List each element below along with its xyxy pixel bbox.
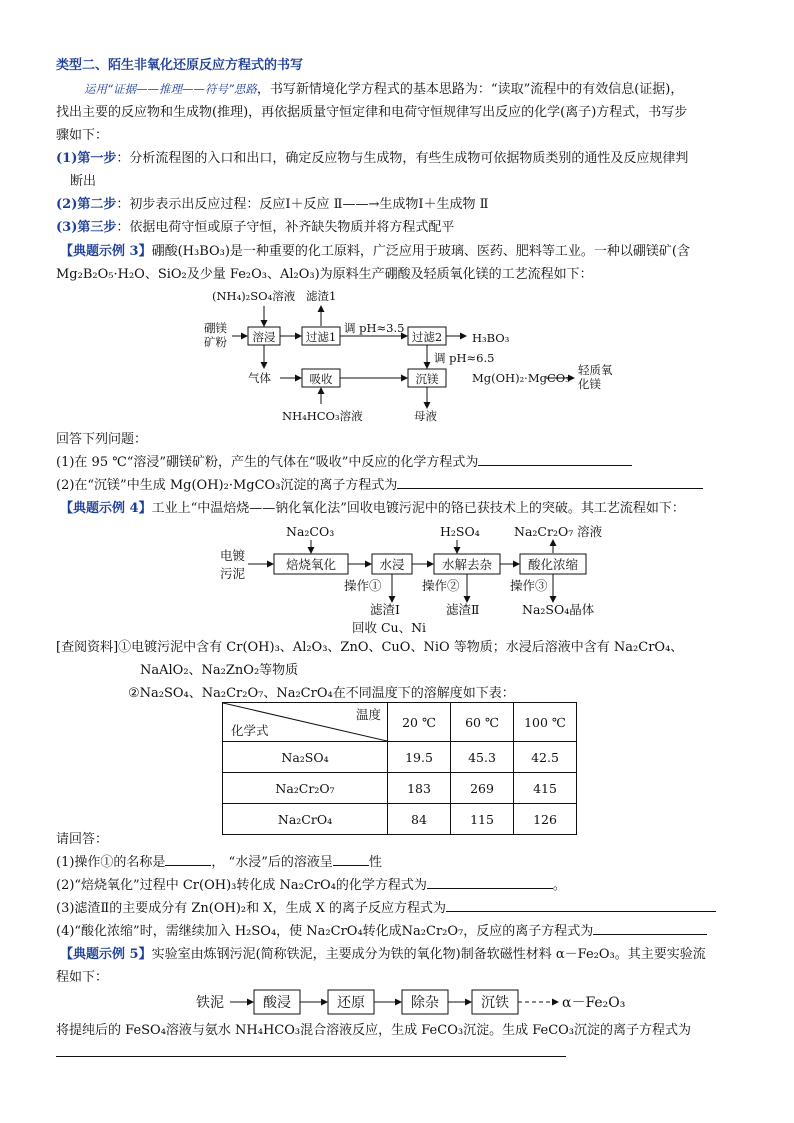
step-2-num: (2) [56,197,78,212]
table-header-20: 20 ℃ [388,703,451,742]
flow3-box-filter-2-label: 过滤2 [411,330,443,344]
flow4-op-2: 操作② [422,578,460,593]
example4-text-1: 工业上“中温焙烧——钠化氧化法”回收电镀污泥中的铬已获技术上的突破。其工艺流程如下： [151,501,685,516]
flow3-ore-1: 硼镁 [204,321,227,335]
flow3-ph-2: 调 pH≈6.5 [434,351,495,365]
example4-q1-blank-2[interactable] [333,851,369,866]
example4-ref-1-text: ①电镀污泥中含有 Cr(OH)₃、Al₂O₃、ZnO、CuO、NiO 等物质；水浸后溶液中含有 Na₂CrO₄、 [118,640,684,655]
table-row [223,773,577,804]
flow4-box-acidify-label: 酸化浓缩 [527,557,579,572]
table-cell: 19.5 [388,742,451,773]
flow5-product: α－Fe₂O₃ [562,995,626,1011]
flow5-box-precip-fe-label: 沉铁 [481,995,509,1011]
example4-q2 [56,874,566,897]
example4-q3-blank[interactable] [446,897,716,912]
flow4-residue-2: 滤渣Ⅱ [446,602,480,617]
step-1-text: ：分析流程图的入口和出口，确定反应物与生成物，有些生成物可依据物质类别的通性及反应规律判 [116,151,689,166]
flow-diagram-3 [196,284,636,426]
flow4-op-3: 操作③ [510,578,548,593]
example3-q1 [56,451,632,474]
flow4-box-roast-label: 焙烧氧化 [285,557,337,572]
section-title: 类型二、陌生非氧化还原反应方程式的书写 [56,58,304,73]
example3-tag: 【典题示例 3】 [60,244,152,259]
step-3 [56,216,454,239]
example4-ref-label: [查阅资料] [56,640,119,655]
flow5-source: 铁泥 [196,995,224,1011]
example4-q1-text-b: ， “水浸”后的溶液呈 [211,855,333,870]
flow3-mother-liquor: 母液 [414,409,437,423]
flow4-box-hydrolysis-label: 水解去杂 [441,557,493,572]
example4-tag: 【典题示例 4】 [60,501,152,516]
intro-line-1 [84,78,683,101]
example4-q3-text: (3)滤渣Ⅱ的主要成分有 Zn(OH)₂和 X，生成 X 的离子反应方程式为 [56,901,447,916]
step-3-num: (3) [56,220,78,235]
example4-q1-blank-1[interactable] [165,851,211,866]
table-row-name: Na₂CrO₄ [223,804,388,835]
flow4-box-water-label: 水浸 [379,557,405,572]
table-cell: 84 [388,804,451,835]
example3-line-2: Mg₂B₂O₅·H₂O、SiO₂及少量 Fe₂O₃、Al₂O₃)为原料生产硼酸及轻质氧化镁的工艺流程如下： [56,267,593,282]
example5-text-1: 实验室由炼钢污泥(简称铁泥，主要成分为铁的氧化物)制备软磁性材料 α－Fe₂O₃。其主要实验流 [151,947,706,962]
flow3-box-filter-1-label: 过滤1 [305,330,337,344]
flow3-gas: 气体 [248,371,271,385]
step-1-label: 第一步 [77,151,117,166]
flow5-box-acid-leach-label: 酸浸 [263,995,291,1011]
flow4-na2cr2o7: Na₂Cr₂O₇ 溶液 [514,524,603,539]
example5-line-1 [60,943,706,966]
flow3-box-precip-label: 沉镁 [415,372,439,386]
example4-q3 [56,897,716,920]
example4-q4 [56,920,707,943]
flow4-crystal: Na₂SO₄晶体 [522,602,595,617]
step-1-num: (1) [56,151,78,166]
example4-ref-1b: NaAlO₂、Na₂ZnO₂等物质 [140,663,299,678]
step-3-label: 第三步 [77,220,117,235]
flow4-source-1: 电镀 [220,548,246,563]
example3-text-1: 硼酸(H₃BO₃)是一种重要的化工原料，广泛应用于玻璃、医药、肥料等工业。一种以硼镁矿(含 [151,244,691,259]
intro-line-2: 找出主要的反应物和生成物(推理)，再依据质量守恒定律和电荷守恒规律写出反应的化学(离子)方程式，书写步 [56,105,688,120]
flow3-box-absorb-label: 吸收 [309,372,333,386]
table-cell: 126 [514,804,577,835]
flow3-ph-1: 调 pH≈3.5 [344,321,405,335]
table-cell: 45.3 [451,742,514,773]
table-row-name: Na₂SO₄ [223,742,388,773]
example5-question: 将提纯后的 FeSO₄溶液与氨水 NH₄HCO₃混合溶液反应，生成 FeCO₃沉淀。生成 FeCO₃沉淀的离子方程式为 [56,1023,692,1038]
table-row-name: Na₂Cr₂O₇ [223,773,388,804]
flow4-h2so4: H₂SO₄ [440,524,480,539]
example4-q2-text: (2)“焙烧氧化”过程中 Cr(OH)₃转化成 Na₂CrO₄的化学方程式为 [56,878,427,893]
step-3-text: ：依据电荷守恒或原子守恒，补齐缺失物质并将方程式配平 [116,220,455,235]
example4-q2-blank[interactable] [427,874,553,889]
flow3-light-1: 轻质氧 [578,363,613,377]
example5-tag: 【典题示例 5】 [60,947,152,962]
example4-q1-text-c: 性 [368,855,382,870]
flow3-in-ammonium-sulfate: (NH₄)₂SO₄溶液 [212,289,296,303]
example5-blank[interactable] [56,1042,566,1057]
flow4-recover: 回收 Cu、Ni [352,620,427,635]
flow3-h3bo3: H₃BO₃ [472,331,510,345]
example5-line-2: 程如下： [56,970,109,985]
table-cell: 42.5 [514,742,577,773]
table-cell: 415 [514,773,577,804]
step-2-label: 第二步 [77,197,117,212]
step-2-text: ：初步表示出反应过程：反应Ⅰ＋反应 Ⅱ——→生成物Ⅰ＋生成物 Ⅱ [116,197,489,212]
table-row [223,742,577,773]
flow4-na2co3: Na₂CO₃ [286,524,335,539]
example4-q1-text-a: (1)操作①的名称是 [56,855,166,870]
example3-q2-text: (2)在“沉镁”中生成 Mg(OH)₂·MgCO₃沉淀的离子方程式为 [56,478,398,493]
example3-q1-text: (1)在 95 ℃“溶浸”硼镁矿粉，产生的气体在“吸收”中反应的化学方程式为 [56,455,479,470]
flow3-light-2: 化镁 [578,377,601,391]
intro-line-3: 骤如下： [56,128,109,143]
flow4-source-2: 污泥 [220,566,246,581]
flow5-box-purify-label: 除杂 [411,995,439,1011]
step-2 [56,193,488,216]
flow3-ore-2: 矿粉 [204,335,227,349]
example3-answer-intro: 回答下列问题： [56,432,148,447]
solubility-table [222,702,577,835]
flow3-mg-product: Mg(OH)₂·MgCO₃ [472,371,570,385]
example4-ask: 请回答： [56,832,109,847]
step-1 [56,147,688,170]
table-corner [223,703,388,742]
step-1-cont: 断出 [70,174,97,189]
table-cell: 115 [451,804,514,835]
example4-q2-end: 。 [552,878,566,893]
flow3-box-leach-label: 溶浸 [252,330,276,344]
example4-line-1 [60,497,685,520]
flow3-residue-1: 滤渣1 [306,289,337,303]
example4-q4-text: (4)“酸化浓缩”时，需继续加入 H₂SO₄，使 Na₂CrO₄转化成Na₂Cr₂O₇，反应的离子方程式为 [56,924,594,939]
example3-line-1 [60,240,690,263]
example4-ref-1 [56,636,683,659]
table-corner-top: 温度 [355,707,381,722]
table-cell: 183 [388,773,451,804]
table-header-60: 60 ℃ [451,703,514,742]
example3-q1-blank[interactable] [478,451,632,466]
flow3-nh4hco3: NH₄HCO₃溶液 [282,409,363,423]
table-header-100: 100 ℃ [514,703,577,742]
flow4-residue-1: 滤渣Ⅰ [370,602,400,617]
table-row [223,804,577,835]
intro-text-1: ，书写新情境化学方程式的基本思路为：“读取”流程中的有效信息(证据)， [256,82,684,97]
example4-q1 [56,851,382,874]
example4-ref-2: ②Na₂SO₄、Na₂Cr₂O₇、Na₂CrO₄在不同温度下的溶解度如下表： [128,686,515,701]
flow4-op-1: 操作① [344,578,382,593]
example4-q4-blank[interactable] [593,920,707,935]
table-corner-bottom: 化学式 [231,723,269,738]
flow5-box-reduce-label: 还原 [337,995,365,1011]
example5-answer-line [56,1042,566,1065]
example3-q2 [56,474,703,497]
flow-diagram-5 [196,986,636,1018]
example3-q2-blank[interactable] [397,474,703,489]
table-cell: 269 [451,773,514,804]
intro-lead: 运用“证据——推理——符号”思路 [84,82,257,96]
